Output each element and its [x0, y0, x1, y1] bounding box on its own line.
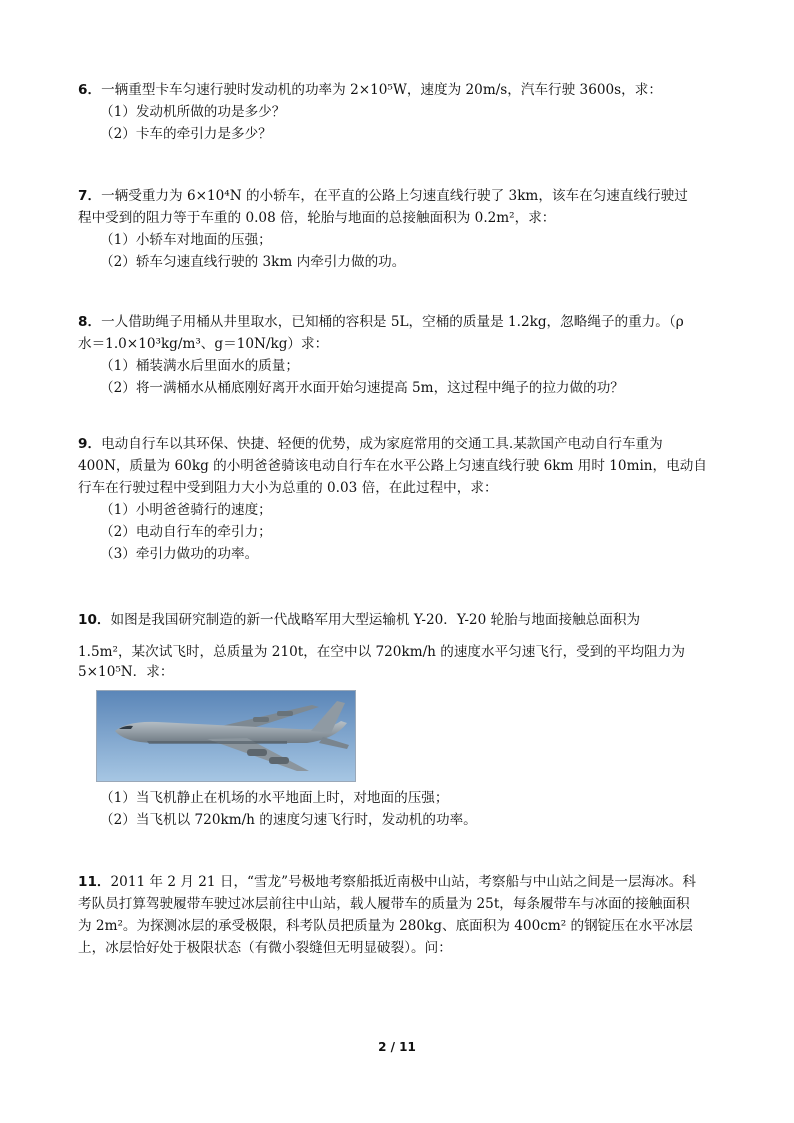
- question-text: 上，冰层恰好处于极限状态（有微小裂缝但无明显破裂）。问：: [78, 940, 452, 956]
- question-text: 为 2m²。为探测冰层的承受极限，科考队员把质量为 280kg、底面积为 400cm² 的钢锭压在水平冰层: [78, 918, 693, 934]
- question-text: 水＝1.0×10³kg/m³、g＝10N/kg）求：: [78, 336, 329, 352]
- question-text: 如图是我国研究制造的新一代战略军用大型运输机 Y-20．Y-20 轮胎与地面接触总面积为: [110, 612, 641, 628]
- question-text: 400N，质量为 60kg 的小明爸爸骑该电动自行车在水平公路上匀速直线行驶 6km 用时 10min，电动自: [78, 458, 707, 474]
- question-text: 1.5m²，某次试飞时，总质量为 210t，在空中以 720km/h 的速度水平匀速飞行，受到的平均阻力为: [78, 644, 685, 660]
- sub-question: （2）电动自行车的牵引力；: [100, 524, 272, 540]
- question-number: 10．: [78, 612, 111, 628]
- sub-question: （1）小轿车对地面的压强；: [100, 232, 272, 248]
- sub-question: （1）当飞机静止在机场的水平地面上时，对地面的压强；: [100, 790, 449, 806]
- question-number: 11．: [78, 874, 111, 890]
- question-text: 电动自行车以其环保、快捷、轻便的优势，成为家庭常用的交通工具.某款国产电动自行车重为: [101, 436, 663, 452]
- question-text: 2011 年 2 月 21 日，“雪龙”号极地考察船抵近南极中山站，考察船与中山站之间是一层海冰。科: [110, 874, 696, 890]
- sub-question: （2）将一满桶水从桶底刚好离开水面开始匀速提高 5m，这过程中绳子的拉力做的功？: [100, 380, 624, 396]
- question-number: 6．: [78, 82, 102, 98]
- question-number: 7．: [78, 188, 102, 204]
- sub-question: （1）发动机所做的功是多少？: [100, 104, 286, 120]
- sub-question: （2）当飞机以 720km/h 的速度匀速飞行时，发动机的功率。: [100, 812, 477, 828]
- y20-aircraft-image: [96, 690, 356, 782]
- question-text: 5×10⁵N．求：: [78, 664, 174, 680]
- sub-question: （2）轿车匀速直线行驶的 3km 内牵引力做的功。: [100, 254, 406, 270]
- question-text: 一辆受重力为 6×10⁴N 的小轿车，在平直的公路上匀速直线行驶了 3km，该车在匀速直线行驶过: [101, 188, 688, 204]
- sub-question: （1）桶装满水后里面水的质量；: [100, 358, 299, 374]
- question-number: 8．: [78, 314, 102, 330]
- question-text: 程中受到的阻力等于车重的 0.08 倍，轮胎与地面的总接触面积为 0.2m²，求：: [78, 210, 556, 226]
- sub-question: （3）牵引力做功的功率。: [100, 546, 259, 562]
- question-text: 一辆重型卡车匀速行驶时发动机的功率为 2×10⁵W，速度为 20m/s，汽车行驶 3600s，求：: [101, 82, 662, 98]
- sub-question: （2）卡车的牵引力是多少？: [100, 126, 272, 142]
- question-text: 行车在行驶过程中受到阻力大小为总重的 0.03 倍，在此过程中，求：: [78, 480, 498, 496]
- sub-question: （1）小明爸爸骑行的速度；: [100, 502, 272, 518]
- question-number: 9．: [78, 436, 102, 452]
- question-text: 一人借助绳子用桶从井里取水，已知桶的容积是 5L，空桶的质量是 1.2kg，忽略绳子的重力。（ρ: [101, 314, 684, 330]
- question-text: 考队员打算驾驶履带车驶过冰层前往中山站，载人履带车的质量为 25t，每条履带车与冰面的接触面积: [78, 896, 690, 912]
- page-number: 2 / 11: [378, 1040, 416, 1054]
